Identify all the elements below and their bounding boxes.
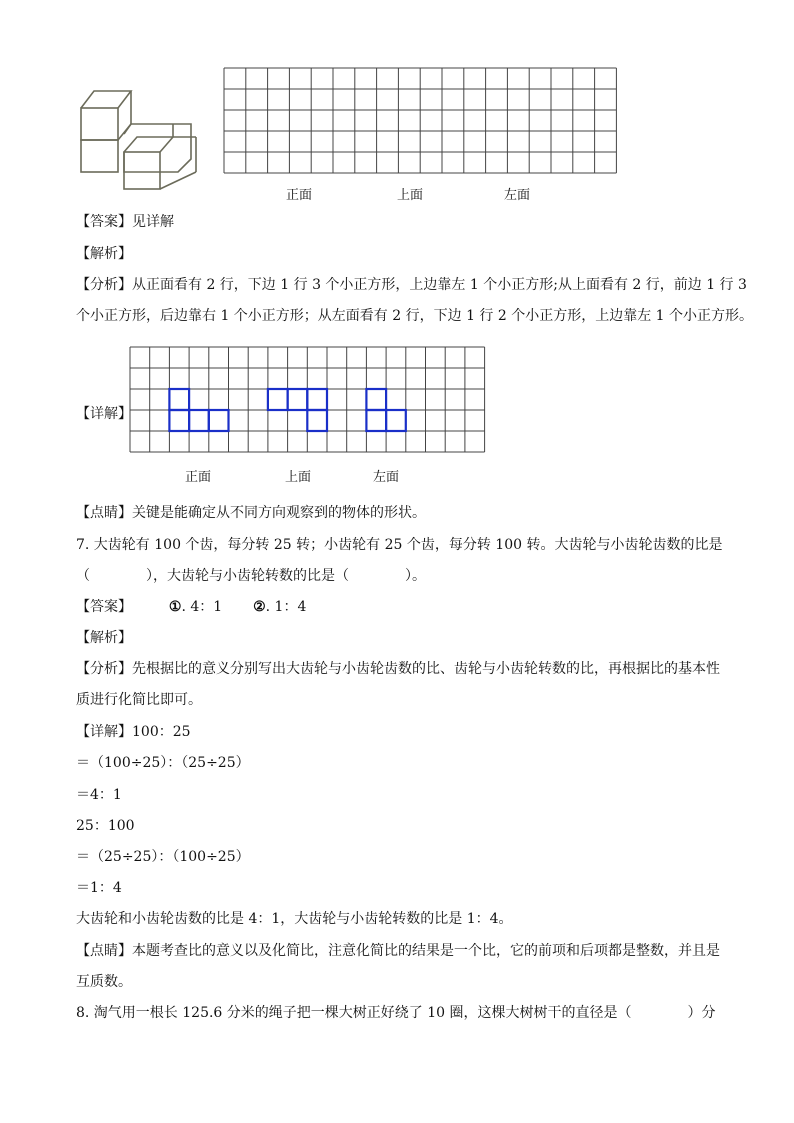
view-label-left: 左面 — [504, 188, 531, 203]
q7-dianjing-line-2: 互质数。 — [76, 974, 132, 990]
highlighted-square — [268, 389, 288, 410]
fenxi-text-1: 从正面看有 2 行，下边 1 行 3 个小正方形，上边靠左 1 个小正方形;从上面看有 2 行，前边 1 行 3 — [132, 277, 747, 293]
dianjing-line — [76, 503, 426, 523]
dianjing-tag: 【点睛】 — [76, 505, 132, 521]
answer-line — [76, 212, 174, 232]
highlighted-square — [366, 410, 386, 431]
dianjing-text: 关键是能确定从不同方向观察到的物体的形状。 — [132, 505, 426, 521]
detail-label-top: 上面 — [285, 470, 312, 485]
q7-fenxi-line-2: 质进行化简比即可。 — [76, 692, 202, 708]
detail-label-left: 左面 — [373, 470, 400, 485]
answer-tag: 【答案】 — [76, 599, 132, 615]
fenxi-tag: 【分析】 — [76, 661, 132, 677]
dianjing-text-1: 本题考查比的意义以及化简比，注意化简比的结果是一个比，它的前项和后项都是整数，并且是 — [132, 943, 720, 959]
q7-detail-line — [76, 722, 191, 742]
q7-answer-line — [76, 597, 306, 617]
q7-step-4: ＝（25÷25）：（100÷25） — [76, 849, 250, 865]
answer-text: 见详解 — [132, 214, 174, 230]
q7-analysis-tag: 【解析】 — [76, 630, 132, 646]
highlighted-square — [288, 389, 308, 410]
fenxi-line-2: 个小正方形，后边靠右 1 个小正方形；从左面看有 2 行，下边 1 行 2 个小正方形，上边靠左 1 个小正方形。 — [76, 308, 754, 324]
analysis-tag: 【解析】 — [76, 246, 132, 262]
q8-stem-line-1: 8. 淘气用一根长 125.6 分米的绳子把一棵大树正好绕了 10 圈，这棵大树树干的直径是（ ）分 — [76, 1005, 716, 1021]
q7-conclusion: 大齿轮和小齿轮齿数的比是 4：1，大齿轮与小齿轮转数的比是 1：4。 — [76, 911, 513, 927]
answer-2: . 1：4 — [265, 599, 307, 615]
q7-step-1: ＝（100÷25）：（25÷25） — [76, 755, 250, 771]
highlighted-square — [169, 410, 189, 431]
q7-stem-line-1: 7. 大齿轮有 100 个齿，每分转 25 转；小齿轮有 25 个齿，每分转 100 转。大齿轮与小齿轮齿数的比是 — [76, 537, 723, 553]
q7-stem-line-2: （ ），大齿轮与小齿轮转数的比是（ ）。 — [76, 568, 426, 584]
view-label-top: 上面 — [397, 188, 424, 203]
answer-1: . 4：1 — [181, 599, 223, 615]
fenxi-tag: 【分析】 — [76, 277, 132, 293]
highlighted-square — [169, 389, 189, 410]
fenxi-text-1: 先根据比的意义分别写出大齿轮与小齿轮齿数的比、齿轮与小齿轮转数的比，再根据比的基本性 — [132, 661, 720, 677]
highlighted-square — [307, 410, 327, 431]
detail-tag: 【详解】 — [76, 724, 132, 740]
highlighted-square — [366, 389, 386, 410]
highlighted-square — [386, 410, 406, 431]
highlighted-square — [209, 410, 229, 431]
answer-mark-2: ② — [253, 599, 266, 615]
cube-stack-figure — [78, 86, 206, 192]
q7-step-3: 25：100 — [76, 818, 135, 834]
q7-dianjing-line-1 — [76, 941, 720, 961]
detail-tag: 【详解】 — [76, 406, 132, 422]
solution-view-grid — [130, 347, 486, 453]
answer-mark-1: ① — [168, 599, 182, 615]
empty-view-grid — [224, 68, 618, 174]
view-label-front: 正面 — [286, 188, 313, 203]
q7-fenxi-line-1 — [76, 659, 720, 679]
fenxi-line-1 — [76, 275, 747, 295]
dianjing-tag: 【点睛】 — [76, 943, 132, 959]
highlighted-square — [307, 389, 327, 410]
detail-label-front: 正面 — [185, 470, 212, 485]
q7-step-5: ＝1：4 — [76, 880, 122, 896]
answer-tag: 【答案】 — [76, 214, 132, 230]
detail-text: 100：25 — [132, 724, 191, 740]
highlighted-square — [189, 410, 209, 431]
q7-step-2: ＝4：1 — [76, 787, 122, 803]
